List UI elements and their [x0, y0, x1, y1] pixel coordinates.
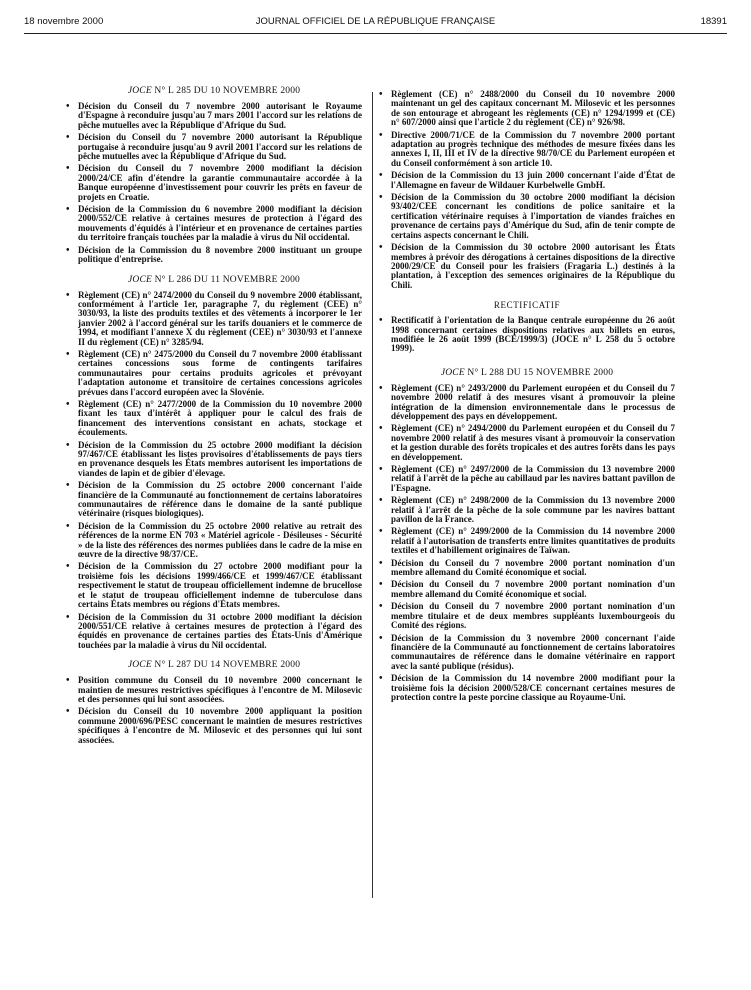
- list-item: • Règlement (CE) n° 2499/2000 de la Commission du 14 novembre 2000 relatif à l'autorisation de transferts entre limites quantitatives de produits textiles et d'habillement originaires de Taïwan.: [379, 527, 675, 555]
- list-item: • Règlement (CE) n° 2497/2000 de la Commission du 13 novembre 2000 relatif à l'arrêt de la pêche au cabillaud par les navires battant pavillon de l'Espagne.: [379, 465, 675, 493]
- list-item: • Décision de la Commission du 30 octobre 2000 autorisant les États membres à prévoir des dérogations à certaines dispositions de la directive 2000/29/CE du Conseil pour les fraisiers (Fragaria L.) destinés à la plantation, à l'exception des semences originaires de la République du Chili.: [379, 243, 675, 290]
- section-heading: [379, 368, 675, 378]
- header-page-number: 18391: [700, 16, 727, 27]
- item-list: [379, 90, 675, 290]
- heading-rest: N° L 288 DU 15 NOVEMBRE 2000: [467, 367, 614, 378]
- column-divider: [372, 92, 373, 898]
- list-item: • Décision de la Commission du 25 octobre 2000 concernant l'aide financière de la Communauté au fonctionnement de certains laboratoires communautaires de référence dans le domaine de la santé publique vétérinaire (risques biologiques).: [66, 481, 362, 519]
- heading-prefix: JOCE: [440, 367, 465, 378]
- list-item: • Rectificatif à l'orientation de la Banque centrale européenne du 26 août 1998 concernant certaines dispositions relatives aux billets en euros, modifiée le 26 août 1999 (BCE/1999/3) (JOCE n° L 258 du 5 octobre 1999).: [379, 316, 675, 354]
- heading-rest: N° L 287 DU 14 NOVEMBRE 2000: [154, 660, 301, 671]
- heading-rest: N° L 286 DU 11 NOVEMBRE 2000: [154, 274, 300, 285]
- item-list: [66, 291, 362, 651]
- header-date: 18 novembre 2000: [24, 16, 104, 27]
- list-item: • Règlement (CE) n° 2477/2000 de la Commission du 10 novembre 2000 fixant les taux d'intérêt à appliquer pour le calcul des frais de financement des interventions consistant en achats, stockage et écoulements.: [66, 400, 362, 438]
- left-column: [66, 86, 362, 755]
- right-column: [379, 90, 675, 712]
- list-item: • Règlement (CE) n° 2493/2000 du Parlement européen et du Conseil du 7 novembre 2000 relatif à des mesures visant à promouvoir la pleine intégration de la dimension environnementale dans le processus de développement des pays en développement.: [379, 384, 675, 422]
- list-item: • Décision de la Commission du 8 novembre 2000 instituant un groupe politique d'entreprise.: [66, 246, 362, 265]
- header-title: JOURNAL OFFICIEL DE LA RÉPUBLIQUE FRANÇAISE: [255, 16, 496, 27]
- list-item: • Décision de la Commission du 25 octobre 2000 relative au retrait des références de la norme EN 703 « Matériel agricole - Désileuses - Sécurité » de la liste des références des normes publiées dans le cadre de la mise en œuvre de la directive 98/37/CE.: [66, 522, 362, 560]
- heading-prefix: JOCE: [128, 274, 153, 285]
- heading-prefix: JOCE: [127, 86, 152, 96]
- list-item: • Décision du Conseil du 7 novembre 2000 autorisant le Royaume d'Espagne à reconduire jusqu'au 7 mars 2001 l'accord sur les relations de pêche mutuelles avec la République d'Afrique du Sud.: [66, 102, 362, 130]
- list-item: • Décision de la Commission du 30 octobre 2000 modifiant la décision 93/402/CEE concernant les conditions de police sanitaire et la certification vétérinaire requises à l'importation de viandes fraîches en provenance de certains pays d'Amérique du Sud, afin de tenir compte de certains aspects concernant le Chili.: [379, 193, 675, 240]
- item-list: [66, 102, 362, 265]
- list-item: • Décision du Conseil du 7 novembre 2000 portant nomination d'un membre allemand du Comité économique et social.: [379, 559, 675, 578]
- heading-prefix: JOCE: [127, 660, 152, 671]
- list-item: • Décision du Conseil du 7 novembre 2000 portant nomination d'un membre allemand du Comité économique et social.: [379, 580, 675, 599]
- list-item: • Décision du Conseil du 10 novembre 2000 appliquant la position commune 2000/696/PESC concernant le maintien de mesures restrictives spécifiques à l'encontre de M. Milosevic et des personnes qui lui sont associées.: [66, 707, 362, 745]
- header-rule: [24, 33, 727, 34]
- list-item: • Décision de la Commission du 27 octobre 2000 modifiant pour la troisième fois les décisions 1999/466/CE et 1999/467/CE établissant respectivement le statut de troupeau officiellement indemne de brucellose et le statut de troupeau officiellement indemne de tuberculose dans certains États membres ou régions d'États membres.: [66, 562, 362, 609]
- section-heading: [66, 86, 362, 96]
- list-item: • Directive 2000/71/CE de la Commission du 7 novembre 2000 portant adaptation au progrès technique des méthodes de mesure fixées dans les annexes I, II, III et IV de la directive 98/70/CE du Parlement européen et du Conseil conformément à son article 10.: [379, 131, 675, 169]
- list-item: • Règlement (CE) n° 2494/2000 du Parlement européen et du Conseil du 7 novembre 2000 relatif à des mesures visant à promouvoir la conservation et la gestion durable des forêts tropicales et des autres forêts dans les pays en développement.: [379, 424, 675, 462]
- item-list: [379, 384, 675, 703]
- item-list: [379, 316, 675, 354]
- heading-rest: N° L 285 DU 10 NOVEMBRE 2000: [154, 86, 301, 96]
- list-item: • Décision de la Commission du 14 novembre 2000 modifiant pour la troisième fois la décision 2000/528/CE concernant certaines mesures de protection contre la peste porcine classique au Royaume-Uni.: [379, 674, 675, 702]
- rectificatif-heading: RECTIFICATIF: [493, 300, 561, 311]
- list-item: • Règlement (CE) n° 2475/2000 du Conseil du 7 novembre 2000 établissant certaines concessions sous forme de contingents tarifaires communautaires pour certains produits agricoles et prévoyant l'adaptation autonome et transitoire de certaines concessions agricoles prévues dans l'accord européen avec la Slovénie.: [66, 350, 362, 397]
- list-item: • Décision du Conseil du 7 novembre 2000 portant nomination d'un membre titulaire et de deux membres suppléants luxembourgeois du Comité des régions.: [379, 602, 675, 630]
- list-item: • Décision de la Commission du 6 novembre 2000 modifiant la décision 2000/552/CE relative à certaines mesures de protection à l'égard des mouvements d'équidés à l'intérieur et en provenance de certaines parties du territoire français touchées par la maladie à virus du Nil occidental.: [66, 205, 362, 243]
- list-item: • Règlement (CE) n° 2474/2000 du Conseil du 9 novembre 2000 établissant, conformément à l'article 1er, paragraphe 7, du règlement (CEE) n° 3030/93, la liste des produits textiles et des vêtements à incorporer le 1er janvier 2002 à l'accord général sur les tarifs douaniers et le commerce de 1994, et modifiant l'annexe X du règlement (CEE) n° 3030/93 et l'annexe II du règlement (CE) n° 3285/94.: [66, 291, 362, 347]
- page-header: [24, 16, 727, 32]
- list-item: • Décision du Conseil du 7 novembre 2000 autorisant la République portugaise à reconduire jusqu'au 9 avril 2001 l'accord sur les relations de pêche mutuelles avec la République d'Afrique du Sud.: [66, 133, 362, 161]
- list-item: • Règlement (CE) n° 2488/2000 du Conseil du 10 novembre 2000 maintenant un gel des capitaux concernant M. Milosevic et les personnes de son entourage et abrogeant les règlements (CE) n° 1294/1999 et (CE) n° 607/2000 ainsi que l'article 2 du règlement (CE) n° 926/98.: [379, 90, 675, 128]
- list-item: • Règlement (CE) n° 2498/2000 de la Commission du 13 novembre 2000 relatif à l'arrêt de la pêche de la sole commune par les navires battant pavillon de la France.: [379, 496, 675, 524]
- list-item: • Décision de la Commission du 31 octobre 2000 modifiant la décision 2000/551/CE relative à certaines mesures de protection à l'égard des équidés en provenance de certaines parties des États-Unis d'Amérique touchées par la maladie à virus du Nil occidental.: [66, 613, 362, 651]
- section-heading: [66, 660, 362, 670]
- list-item: • Décision de la Commission du 25 octobre 2000 modifiant la décision 97/467/CE établissant les listes provisoires d'établissements de pays tiers en provenance desquels les États membres autorisent les importations de viandes de lapin et de gibier d'élevage.: [66, 441, 362, 479]
- section-heading: [66, 275, 362, 285]
- item-list: [66, 676, 362, 745]
- list-item: • Décision de la Commission du 3 novembre 2000 concernant l'aide financière de la Communauté au fonctionnement de certains laboratoires communautaires de référence dans le domaine vétérinaire en rapport avec la santé publique (résidus).: [379, 634, 675, 672]
- list-item: • Position commune du Conseil du 10 novembre 2000 concernant le maintien de mesures restrictives spécifiques à l'encontre de M. Milosevic et des personnes qui lui sont associées.: [66, 676, 362, 704]
- list-item: • Décision de la Commission du 13 juin 2000 concernant l'aide d'État de l'Allemagne en faveur de Wildauer Kurbelwelle GmbH.: [379, 171, 675, 190]
- list-item: • Décision du Conseil du 7 novembre 2000 modifiant la décision 2000/24/CE afin d'étendre la garantie communautaire accordée à la Banque européenne d'investissement pour couvrir les prêts en faveur de projets en Croatie.: [66, 164, 362, 202]
